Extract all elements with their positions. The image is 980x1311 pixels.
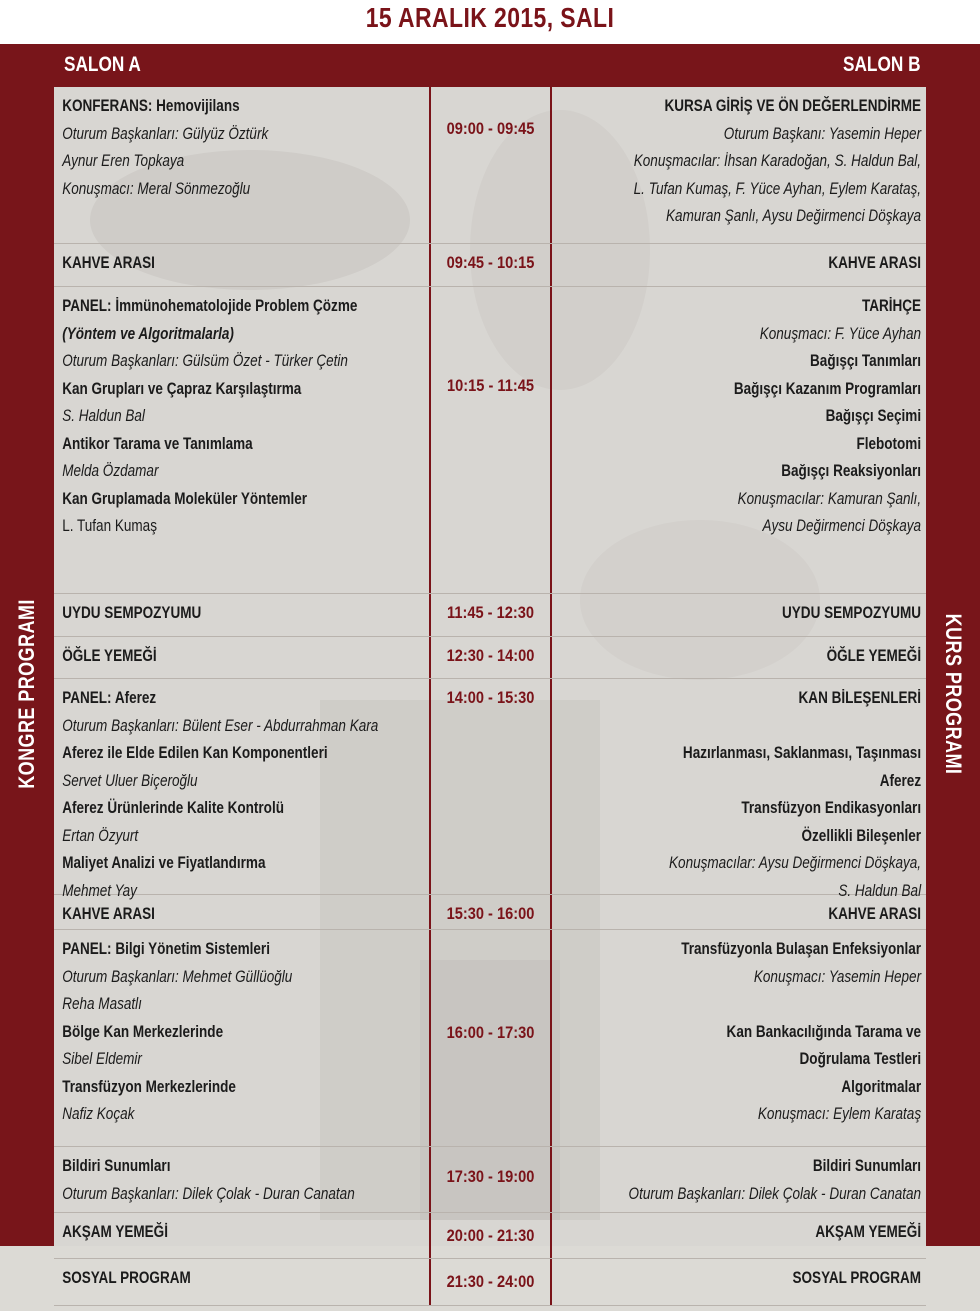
kongre-programi-label: KONGRE PROGRAMI bbox=[14, 599, 39, 789]
right-line: KAHVE ARASI bbox=[828, 905, 922, 923]
left-line: PANEL: İmmünohematolojide Problem Çözme bbox=[62, 297, 358, 315]
time-cell bbox=[429, 637, 552, 678]
schedule-row bbox=[54, 637, 926, 679]
schedule-row bbox=[54, 1213, 926, 1259]
right-line: Transfüzyon Endikasyonları bbox=[741, 799, 922, 817]
time-slot: 12:30 - 14:00 bbox=[446, 646, 535, 665]
right-cell bbox=[552, 895, 926, 935]
right-cell bbox=[552, 287, 926, 599]
time-cell bbox=[429, 1147, 552, 1212]
right-line: Kan Bankacılığında Tarama ve bbox=[726, 1022, 922, 1041]
time-slot: 10:15 - 11:45 bbox=[447, 376, 534, 395]
left-line: L. Tufan Kumaş bbox=[62, 517, 157, 535]
schedule-row bbox=[54, 1259, 926, 1306]
schedule-row bbox=[54, 1147, 926, 1213]
right-line: ÖĞLE YEMEĞİ bbox=[826, 647, 922, 665]
right-cell bbox=[552, 244, 926, 292]
left-cell bbox=[54, 244, 428, 292]
schedule-table bbox=[54, 87, 926, 1291]
salon-a-label: SALON A bbox=[64, 53, 141, 76]
right-line: UYDU SEMPOZYUMU bbox=[782, 604, 922, 622]
kurs-programi-label: KURS PROGRAMI bbox=[941, 613, 966, 775]
right-line bbox=[619, 991, 926, 1019]
salon-b-label: SALON B bbox=[842, 53, 920, 76]
left-cell bbox=[54, 895, 428, 935]
right-line: Bağışçı Kazanım Programları bbox=[733, 379, 922, 398]
time-cell bbox=[429, 244, 552, 286]
time-slot: 09:00 - 09:45 bbox=[446, 119, 535, 138]
right-cell bbox=[552, 679, 926, 900]
left-line: Nafiz Koçak bbox=[62, 1105, 135, 1123]
schedule-row bbox=[54, 594, 926, 637]
left-line: (Yöntem ve Algoritmalarla) bbox=[62, 324, 234, 343]
right-line: KAN BİLEŞENLERİ bbox=[798, 689, 922, 707]
left-line: KAHVE ARASI bbox=[62, 254, 155, 272]
time-slot: 11:45 - 12:30 bbox=[447, 603, 534, 622]
time-cell bbox=[429, 895, 552, 929]
left-line: PANEL: Bilgi Yönetim Sistemleri bbox=[62, 940, 270, 958]
right-line: L. Tufan Kumaş, F. Yüce Ayhan, Eylem Karataş, bbox=[633, 179, 922, 198]
time-cell bbox=[429, 287, 552, 593]
left-line: Bölge Kan Merkezlerinde bbox=[62, 1022, 224, 1041]
left-line: UYDU SEMPOZYUMU bbox=[62, 604, 202, 622]
right-line: Aferez bbox=[879, 771, 922, 790]
left-line: Melda Özdamar bbox=[62, 462, 159, 480]
left-cell bbox=[54, 87, 428, 249]
right-line: Transfüzyonla Bulaşan Enfeksiyonlar bbox=[681, 940, 922, 958]
left-cell bbox=[54, 1259, 428, 1311]
left-line: Servet Uluer Biçeroğlu bbox=[62, 771, 198, 790]
time-cell bbox=[429, 594, 552, 636]
left-line: Oturum Başkanları: Mehmet Güllüoğlu bbox=[62, 967, 293, 986]
time-slot: 09:45 - 10:15 bbox=[446, 253, 535, 272]
left-line: KAHVE ARASI bbox=[62, 905, 155, 923]
left-line: Oturum Başkanları: Dilek Çolak - Duran Canatan bbox=[62, 1184, 355, 1203]
schedule-row bbox=[54, 895, 926, 930]
right-cell bbox=[552, 637, 926, 684]
right-line: Bağışçı Tanımları bbox=[810, 352, 922, 370]
right-line: Bağışçı Reaksiyonları bbox=[781, 462, 922, 480]
right-line: KAHVE ARASI bbox=[828, 254, 922, 272]
right-sidebar bbox=[926, 44, 980, 1246]
left-line: Reha Masatlı bbox=[62, 995, 142, 1013]
time-slot: 21:30 - 24:00 bbox=[446, 1272, 535, 1291]
time-cell bbox=[429, 1259, 552, 1305]
left-cell bbox=[54, 1213, 428, 1264]
right-cell bbox=[552, 1259, 926, 1311]
left-line: Mehmet Yay bbox=[62, 881, 137, 900]
left-line: Oturum Başkanları: Gülsüm Özet - Türker Çetin bbox=[62, 352, 348, 370]
right-line: Algoritmalar bbox=[841, 1077, 922, 1096]
schedule-row bbox=[54, 87, 926, 244]
schedule-row bbox=[54, 679, 926, 900]
time-slot: 14:00 - 15:30 bbox=[446, 688, 535, 707]
left-cell bbox=[54, 287, 428, 599]
title-bar bbox=[0, 0, 980, 44]
right-line: Aysu Değirmenci Döşkaya bbox=[762, 517, 922, 535]
right-line bbox=[619, 713, 926, 741]
time-cell bbox=[429, 87, 552, 243]
right-cell bbox=[552, 87, 926, 249]
left-line: Konuşmacı: Meral Sönmezoğlu bbox=[62, 179, 251, 198]
time-cell bbox=[429, 930, 552, 1146]
right-line: TARİHÇE bbox=[861, 297, 922, 315]
right-line: Bildiri Sunumları bbox=[812, 1157, 922, 1175]
right-line: Konuşmacı: Yasemin Heper bbox=[753, 967, 922, 986]
right-cell bbox=[552, 930, 926, 1152]
left-line: Aynur Eren Topkaya bbox=[62, 152, 185, 170]
left-line: S. Haldun Bal bbox=[62, 407, 145, 425]
left-line: Sibel Eldemir bbox=[62, 1050, 142, 1068]
right-line: KURSA GİRİŞ VE ÖN DEĞERLENDİRME bbox=[664, 97, 922, 115]
time-slot: 20:00 - 21:30 bbox=[446, 1226, 535, 1245]
left-line: AKŞAM YEMEĞİ bbox=[62, 1223, 168, 1241]
left-line: Transfüzyon Merkezlerinde bbox=[62, 1077, 236, 1096]
right-line: Konuşmacı: Eylem Karataş bbox=[757, 1105, 922, 1123]
time-slot: 15:30 - 16:00 bbox=[446, 904, 535, 923]
left-line: SOSYAL PROGRAM bbox=[62, 1269, 191, 1287]
right-line: Oturum Başkanları: Dilek Çolak - Duran Canatan bbox=[628, 1184, 922, 1203]
right-line: Hazırlanması, Saklanması, Taşınması bbox=[682, 744, 922, 762]
right-cell bbox=[552, 594, 926, 642]
schedule-row bbox=[54, 244, 926, 287]
left-line: Aferez ile Elde Edilen Kan Komponentleri bbox=[62, 744, 328, 762]
left-cell bbox=[54, 1147, 428, 1218]
right-line: Flebotomi bbox=[856, 434, 922, 453]
right-line: Bağışçı Seçimi bbox=[825, 407, 922, 425]
right-line: Konuşmacılar: İhsan Karadoğan, S. Haldun Bal, bbox=[633, 152, 922, 170]
left-cell bbox=[54, 930, 428, 1152]
left-line: Oturum Başkanları: Bülent Eser - Abdurrahman Kara bbox=[62, 716, 379, 735]
left-line: Kan Gruplamada Moleküler Yöntemler bbox=[62, 489, 308, 508]
left-sidebar bbox=[0, 44, 54, 1246]
left-line: Oturum Başkanları: Gülyüz Öztürk bbox=[62, 124, 269, 143]
right-line: Konuşmacılar: Kamuran Şanlı, bbox=[737, 489, 922, 508]
right-line: SOSYAL PROGRAM bbox=[792, 1269, 922, 1287]
right-line: Doğrulama Testleri bbox=[799, 1050, 922, 1068]
page-title: 15 ARALIK 2015, SALI bbox=[365, 2, 615, 33]
salon-header-band bbox=[54, 44, 926, 87]
left-line: KONFERANS: Hemovijilans bbox=[62, 97, 240, 115]
time-slot: 17:30 - 19:00 bbox=[446, 1167, 535, 1186]
left-line: Aferez Ürünlerinde Kalite Kontrolü bbox=[62, 799, 284, 817]
left-line: Kan Grupları ve Çapraz Karşılaştırma bbox=[62, 379, 302, 398]
left-line: Ertan Özyurt bbox=[62, 826, 139, 845]
time-cell bbox=[429, 679, 552, 894]
right-line: S. Haldun Bal bbox=[838, 881, 922, 900]
left-line: PANEL: Aferez bbox=[62, 689, 157, 707]
left-line: Antikor Tarama ve Tanımlama bbox=[62, 434, 253, 453]
left-line: Maliyet Analizi ve Fiyatlandırma bbox=[62, 854, 266, 872]
left-line: Bildiri Sunumları bbox=[62, 1157, 171, 1175]
left-cell bbox=[54, 679, 428, 900]
right-line: Özellikli Bileşenler bbox=[801, 826, 922, 845]
left-line: ÖĞLE YEMEĞİ bbox=[62, 647, 157, 665]
right-line: Kamuran Şanlı, Aysu Değirmenci Döşkaya bbox=[666, 207, 922, 225]
left-cell bbox=[54, 637, 428, 684]
right-cell bbox=[552, 1213, 926, 1264]
right-line: AKŞAM YEMEĞİ bbox=[815, 1223, 922, 1241]
right-line: Konuşmacı: F. Yüce Ayhan bbox=[759, 324, 922, 343]
time-slot: 16:00 - 17:30 bbox=[446, 1023, 535, 1042]
right-cell bbox=[552, 1147, 926, 1218]
right-line: Oturum Başkanı: Yasemin Heper bbox=[723, 124, 922, 143]
schedule-row bbox=[54, 930, 926, 1147]
left-cell bbox=[54, 594, 428, 642]
time-cell bbox=[429, 1213, 552, 1258]
right-line: Konuşmacılar: Aysu Değirmenci Döşkaya, bbox=[669, 854, 922, 872]
schedule-row bbox=[54, 287, 926, 594]
